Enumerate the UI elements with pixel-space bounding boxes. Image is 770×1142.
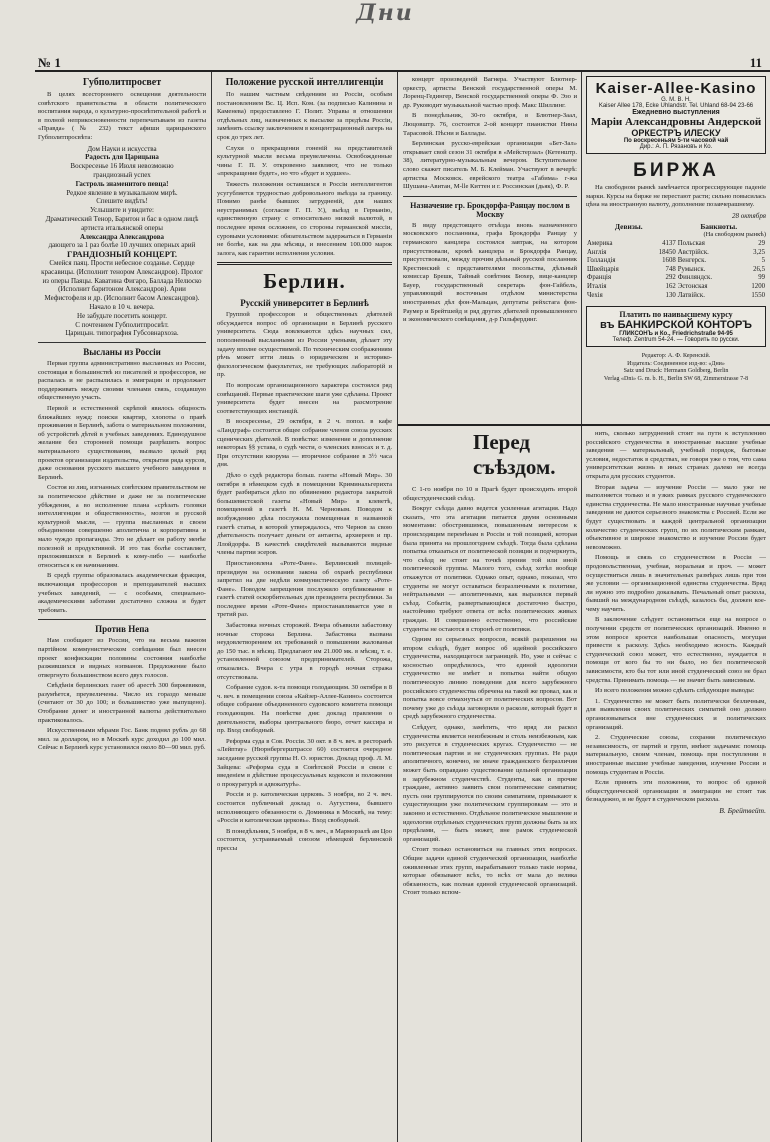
article-text: Из всего положения можно сдѣлать слѣдующие выводы: [595, 687, 755, 695]
article-title-university: Русскій университет в Берлинѣ [240, 298, 369, 309]
currency-rate: 4137 [662, 239, 676, 247]
article-text: Помощь и связь со студенчеством в Россіи — продовольственная, учебная, моральная и проч. — может осуществиться лишь в значительных размѣрах лишь при том же условии — организационной единства студенчества. Вряд ли нужно это подробно доказывать. Печальный опыт раскола, бывший на международном съѣздѣ, казалось бы, должен кое-чему научить. [586, 554, 766, 613]
news-note: В понедѣльник, 5 ноября, в 8 ч. веч., в Марморзалѣ ам Цоо состоится, устраиваемый союзом нѣмецкой берлинской прессы [217, 827, 392, 852]
article-text: Стоит только остановиться на главных этих вопросах. Общие задачи единой студенческой организации, наиболѣе оживленные этих групп, вырабатывают только такіе нормы, которые обязывают всѣх, то всѣх от мала до велика обязанность, как полная единой студенческой организаций. Стоит только вспом- [403, 846, 577, 897]
article-text: Слухи о прекращении гоненій на представителей культурной мысли весьма преувеличены. Освобожденные чины Г. П. У. откровенно заявляют, что не только «прекращение будет», но что «будет и худшее». [217, 144, 392, 178]
ad-line: Ежедневно выступления [632, 109, 720, 116]
imprint-line: Satz und Druck: Hermann Goldberg, Berlin [623, 368, 729, 375]
news-note: Приостановлена «Роте-Фане». Берлинский полицей-президиум на основании закона об охранѣ республики запретил на две недѣли коммунистическую газету «Роте-Фане». Поводом запрещения послужило опубликование в газетѣ статей оскорбительных для президента республики. За последнее время «Роте-Фане» приостанавливается уже в третий раз. [217, 559, 392, 619]
currency-name: Голландія [587, 257, 616, 265]
ad-note: По воскресеньям 5-ти часовой чай [623, 138, 729, 144]
article-text: В целях всестороннего освещения деятельности совѣтского правительства в области политического воспитания народа, о культурно-просвѣтительной работѣ и в полной неприкосновенности перепечатываем из газеты «Правда» (№ 232) текст афиши царицынского Губполитпросвѣта: [38, 91, 206, 141]
exchange-row [586, 274, 766, 283]
article-text: В виду предстоящего отъѣзда вновь назначенного московского посланника, графа Брокдорфа Ранцау у германского канцлера состоялся завтрак, на котором присутствовали, кромѣ канцлера и Брокдорфа Ранцау, присутствовали, между прочим дѣльный русской посланник Крестинский с представителями посольства, дѣльный комиссар Брешк, Тайный совѣтник Бюхер, вице-канцлер Бауер, государственный секретарь фон-Гайбель, управляющий восточным отдѣлом министерства иностранных дѣл фон-Мальцан, депутаты рейхстага фон-Раумер и Брейтшейд и ряд других дѣятелей промышленного и экономического совѣщания, д-р Гильфердинг. [403, 221, 577, 324]
divider [403, 196, 577, 197]
banknote-rate: 1200 [751, 282, 765, 290]
news-note: Дѣло о судѣ редактора больш. газеты «Новый Мир». 30 октября в нѣмецком судѣ в помещении Криминальгерихта будет разбираться дѣло по обвинению редактора закрытой большевистской газеты «Новый Мир» в клеветѣ, помещенной в газетѣ Н. М. Черновым. Поводом к возбуждению дѣла послужила помещенная в названной газетѣ статья, в которой утверждалось, что Чернов за свою дѣятельность получает деньги от антанты, архиереев и пр. Ллойдорфа. В качествѣ свидѣтелей вызываются видные члены партии эсеров. [217, 471, 392, 557]
imprint [586, 353, 766, 383]
imprint-line: Verlag «Dni» G. m. b. H., Berlin SW 68, Zimmerstrasse 7-8 [603, 375, 749, 382]
playbill-line: Драматический Тенор, Баритон и бас в одном лицѣ артиста итальянской оперы [45, 214, 199, 232]
playbill-line: ГРАНДІОЗНЫЙ КОНЦЕРТ. [67, 249, 177, 260]
column-divider [581, 72, 582, 1142]
article-text: Свѣдѣнія берлинских газет об арестѣ 300 биржевиков, разумѣется, преувеличены. Число их гораздо меньше (считают от 30 до 100; и большинство уже выпущено). Отобрание денег и иностранной валюты действительно практиковалось. [38, 682, 206, 724]
column-divider [211, 72, 212, 1142]
header-rule [35, 70, 770, 72]
banknote-rate: 26,5 [753, 265, 765, 273]
article-text: нить, сколько затруднений стоит на пути к вступлению российского студенчества в иностранные высшие учебные заведения — материальный, учебный порядок, бытовые условия, недостаток в средствах, не говоря уже о том, что сама университетская жизнь в иных странах далеко не всегда открыта для русских студентов. [586, 430, 766, 480]
currency-rate: 18450 [658, 248, 676, 256]
article-title-vyslannye: Высланы из Россіи [83, 347, 161, 358]
article-title-congress: Перед съѣздом. [473, 430, 556, 479]
news-note: Реформа суда в Сов. Россіи. 30 окт. в 8 ч. веч. в ресторанѣ «Лейптау» (Нюрнбергерштрассе 60) состоится очередное заседание русской группы Н. О. юристов. Доклад проф. Л. М. Зайцева: «Реформа суда в Совѣтской Россіи в связи с введеніем в дѣйствие процессуальных кодексов и положения о прокуратурѣ и адвокатурѣ». [217, 737, 392, 788]
banknote-rate: 1550 [751, 291, 765, 299]
exchange-headers [586, 222, 766, 231]
playbill-line: Дом Науки и искусства [87, 144, 157, 153]
ad-line: Телеф. Zentrum 54-24. — Говорить по русски. [612, 337, 740, 344]
playbill-line: грандиозный успех [93, 170, 151, 179]
exchange-col-b: Банкноты. [700, 222, 738, 232]
article-text: Первая группа административно высланных из России, состоящая в большинствѣ из писателей и профессоров, не распалась и не распылилась в эмиграции и продолжает поддерживать между своими членами связь, создавшую общественную участь. [38, 360, 206, 402]
playbill-line: С почтением Губполитпросвѣт. [75, 320, 169, 329]
section-title-berlin: Берлин. [263, 269, 346, 294]
column-3-bottom [403, 430, 577, 1140]
ad-bank [586, 306, 766, 347]
article-text: Вторая задача — изучение Россіи — мало уже не выполняется только и в узких рамках русского студенческого единства студенчества. Не мало иностранные научные учебные заведения не даются серьезного знакомства с Россией. Если же будут существовать в каждой центральной организации количество студенческих групп, по их политическим рамкам, объективное и широкое знакомство и изучение России будет невозможно. [586, 483, 766, 551]
currency-rate: 748 [665, 265, 676, 273]
page-number-left: № 1 [38, 55, 61, 70]
currency-rate: 292 [665, 274, 676, 282]
exchange-row [586, 266, 766, 275]
playbill-line: Услышите и увидите: [90, 206, 154, 215]
news-note: Россія и р. католическая церковь. 3 ноября, во 2 ч. веч. состоится публичный доклад о. Аугустина, бывшего исполняющего обязанности о. Доминика в Москвѣ, на тему: «Россія и католическая церковь». Вход свободный. [217, 791, 392, 825]
divider [38, 619, 206, 620]
column-3-top [403, 76, 577, 426]
article-text: Нам сообщают из России, что на весьма важном партійном коммунистическом совѣщании был внесен проект конфискации половины состояния наиболѣе разжившихся и видных нэпманов. Предложение было отвергнуто большинством всего двух голосов. [38, 637, 206, 679]
news-note: Собрание судов. к-та помощи голодающим. 30 октября в 8 ч. веч. в помещении союза «Кайзер-Аллее-Казино» состоится общее собрание объединенного судовского комитета помощи голодающим. На повѣстке дня: доклад правления о деятельности, выборы центрального бюро, отчет кассира и пр. Вход свободный. [217, 684, 392, 735]
news-note: В воскресенье, 29 октября, в 2 ч. попол. в кафе «Ландграф» состоится общее собрание членов союза русских сценических дѣятелей. В повѣстке: изменение и дополнение некоторых §§ устава, о судѣ чести, о членских взносах и т. д. При отсутствии кворума — вторичное собрание в 3½ часа дня. [217, 418, 392, 469]
signature: В. Брейтвейт. [719, 805, 766, 815]
article-text: Вокруг съѣзда давно ведется усиленная агитация. Надо сказать, что эта агитация питается двумя основными моментами: обострившимся, повышенным интересом к происходящим перемѣнам в Россіи и той позицией, которая была принята на прошлогоднем съѣздѣ. Тогда была сдѣлана попытка отказаться от политической позиции и подчеркнуть, что съѣзд не стоит на точкѣ зрения той или иной политической группы. Малого того, съѣзд хотѣл вообще откажутся от политики. Однако опыт, однако, показал, что студенты не могут оставаться безразличными к политике, нейтральными — аполитичными, как выразился первый съѣзд. Событія, развертывающіяся достаточно быстро, настойчиво требуют ответа от всѣх политических живых граждан. И совершенно естественно, что российские студенты не остаются в сторонѣ от политики. [403, 505, 577, 633]
column-4-top [586, 76, 766, 426]
article-title-gubpolit: Губполитпросвет [82, 77, 162, 88]
article-text: Тяжесть положения оставшихся в Россіи интеллигентов усугубляется трудностью добровольного выѣзда за границу. Помимо ранѣе бывших затрудненій, для наших неустранимых (согласие Г. П. У.), выѣзд в Германію, единственную страну с относительно низкой валютой, в последнее время осложнен, со стороны германской миссіи, суровыми условиями: обязательством задержаться в Германіи не болѣе, как на два мѣсяца, и внесением 100.000 марок залога, как гарантии исполнения условия. [217, 180, 392, 257]
imprint-line: Издатель: Соединенное изд-во: «Дни» [627, 360, 725, 367]
article-text: В заключение слѣдует остановиться еще на вопросе о получении средств от политических организаций. Именно в этом вопросе кроется наибольшая опасность, могущая привести к расколу. Здѣсь необходимо ясность. Каждый студенческий союз может, что естественно, нуждается в помощи от кого бы то ни было, но без политической зависимости, кто бы тот или иной студенческий союз не брал средства. Принимать помощь — не значит быть зависимым. [586, 616, 766, 684]
column-divider [397, 72, 398, 1142]
banknote-name: Финляндск. [677, 274, 713, 282]
article-text: Первой и естественной скрѣпой явилось общность ближайших нужд: поиски квартир, хлопоты о правѣ проживания в Берлинѣ, забота о материальном положении, об устройствѣ дѣтей в учебных заведениях. Единодушное желание без сторонней помощи разрѣшить вопрос материального существования, вызвало целый ряд проектов организации издательства, открытия ряда курсов, даже основания русского высшего учебного заведения в Берлинѣ. [38, 405, 206, 481]
exchange-row [586, 292, 766, 301]
ad-performer: Маріи Александровны Андерской [590, 116, 762, 128]
banknote-rate: 3,25 [753, 248, 765, 256]
exchange-row [586, 257, 766, 266]
exchange-col-a: Девизы. [614, 222, 643, 232]
column-2 [217, 76, 392, 1140]
playbill-line: Начало в 10 ч. вечера. [89, 302, 155, 311]
article-text: Искусственными мѣрами Гос. Банк поднял рубль до 68 мил. за долларом, но в Москвѣ курс доходил до 100 мил. Сейчас в Берлинѣ курс установился около 80—90 мил. руб. [38, 727, 206, 752]
playbill-line: Воскресенье 16 Июля невозможно [70, 162, 174, 171]
exchange-row [586, 283, 766, 292]
playbill-line: Гастроль знаменитого певца! [75, 179, 169, 188]
page-header [0, 0, 770, 70]
article-title-protiv-nepa: Против Непа [95, 624, 149, 635]
news-note: Забастовка ночных сторожей. Вчера объявили забастовку ночные сторожа Берлина. Забастовка вызвана неудовлетворением их требований о повышении жалованья до 150 тыс. в мѣсяц. Предлагают им 21.000 мк. в мѣсяц, т. е. установленной союзом предпринимателей. Сторожа, отказались. Вчера с утра в городѣ ночная стража отсутствовала. [217, 622, 392, 681]
banknote-rate: 29 [758, 239, 765, 247]
ad-orchestra: ОРКЕСТРЪ ИЛЕСКУ [631, 128, 721, 138]
article-text: Состоя из лиц, изгнанных совѣтским правительством не за политическое дѣйствие и даже не за политические убѣждения, а во исполнение плана «срѣзать головки интеллигенции и общественности», мозгов и русской культурной мысли, — группа высланных в своем объединении совершенно аполитична и корпоративна и мало чуждо пропаганды. Это не дѣлает ея работу менѣе полезной и продуктивной. И это так болѣе составляет, приложившихся в Берлинѣ к кому-либо — наиболѣе относиться к ея начинаниям. [38, 484, 206, 569]
exchange-subhead: (На свободном рынкѣ) [703, 231, 766, 239]
currency-name: Швейцарія [587, 265, 619, 273]
article-title-intelligentsia: Положение русской интеллигенціи [225, 77, 384, 88]
banknote-name: Венгерск. [677, 257, 707, 265]
currency-name: Америка [587, 239, 613, 247]
currency-rate: 130 [665, 291, 676, 299]
banknote-rate: 5 [761, 257, 765, 265]
playbill-line: Царицын. типография Губсовнархоза. [65, 329, 179, 338]
exchange-row [586, 240, 766, 249]
article-text: По нашим частным свѣдениям из Россіи, особым постановлением Вс. Ц. Исп. Ком. (за подписью Калинина и Каменева) предоставлено Г. Полит. Управы в отношении отдѣльных лиц, назначенных к высылке за предѣлы Россіи, замѣнять ссылку заключением в концентрационный лагерь на срок до трех лет. [217, 91, 392, 141]
exchange-row [586, 249, 766, 258]
divider [217, 262, 392, 265]
article-text: Если принять эти положения, то вопрос об единой общестуденческой организации в эмиграции не стоит так безнадежно, и не будет в студенческом раскола. [586, 779, 766, 804]
column-4-bottom [586, 430, 766, 1140]
news-note: концерт произведеній Вагнера. Участвуют Блютнер-оркестр, артисты Венской государственной оперы М. Лоренц-Гедингер, Венской государственной оперы Ф. Эзо и др. Руководит музыкальной частью проф. Макс Шиллинг. [403, 76, 577, 109]
ad-director: Дир.: А. П. Рязановъ и Ко. [639, 144, 713, 150]
playbill-line: дающего за 1 раз болѣе 10 лучших оперных арий [48, 241, 196, 250]
masthead: Дни [356, 0, 414, 26]
article-text: Одним из серьезных вопросов, всякій разрешения на втором съѣздѣ, будет вопрос об идейной российского студенчества, находящегося заграницей. Но, уже и сейчас с косностью опредѣлилось, что единой идеологии студенчество не имѣет и попытка найти общую политическую линию поведения для всего зарубежного российского студенчества обречена на такой же провал, как и попытка вовсе отмахнуться от политических вопросов. Вот почему уже до съѣзда заговорили о расколе, который будет в средѣ зарубежного студенчества. [403, 636, 577, 721]
playbill-line: Радость для Царицына [85, 153, 159, 162]
playbill-line: Спешите видѣть! [96, 197, 148, 206]
ad-gmbh: G. M. B. H. [661, 97, 691, 103]
exchange-table [586, 240, 766, 300]
currency-rate: 162 [665, 282, 676, 290]
ad-line: Платить по наивысшему курсу [619, 310, 733, 320]
banknote-rate: 99 [758, 274, 765, 282]
article-text: По вопросам организационного характера состоялся ряд совѣщаний. Первые практические шаги уже сдѣланы. Проект университета будет внесен на разсмотрение соответствующих инстанцій. [217, 382, 392, 415]
article-text: Группой профессоров и общественных дѣятелей обсуждается вопрос об организации в Берлинѣ русского университета. Сюда вовлекаются здѣсь научных сил, пополненный высланными из России учеными, дѣлает эту задачу вполне осуществимой. По техническим соображениям рѣчь может итти лишь о юридическом и историко-филологическом факультетах, не требующих лабораторій и пр. [217, 311, 392, 379]
exchange-date: 28 октября [731, 211, 766, 220]
currency-name: Италія [587, 282, 607, 290]
ad-title: Kaiser-Allee-Kasino [595, 80, 757, 97]
ad-kaiser-allee-kasino [586, 76, 766, 154]
news-note: Берлинская русско-еврейская организация «Бет-Зал» открывает свой сезон 31 октября в «Мейстерзал» (Кетенштр. 38), литературно-музыкальным вечером. Вступительное слово скажет писатель М. Б. Клейман. Участвуют в вечерѣ: артистка Московск. еврейского театра «Габима» г-жа Шушана-Авитан, М-lle Киттен и г. Россинская (дьяк), Ф. Р. [403, 140, 577, 191]
article-text: 2. Студенческие союзы, сохраняя политическую независимость, от партий и групп, имѣют задачами: помощь материальную, своим членам, помощь при поступлении в иностранные высшие учебные заведения, изучение России и помощь студентам в Россіи. [586, 734, 766, 776]
divider [38, 342, 206, 343]
ad-line: въ БАНКИРСКОЙ КОНТОРЪ [600, 319, 752, 332]
exchange-title: БИРЖА [633, 160, 719, 181]
article-text: В средѣ группы образовалась академическая фракция, включающая профессоров и преподавателей высших учебных заведений, — с особыми, специально-академическими заботами достаточно сложна и будет требовать. [38, 572, 206, 614]
section-rule [398, 424, 770, 426]
article-title-brockdorff: Назначение гр. Брокдорфа-Ранцау послом в Москву [410, 200, 570, 219]
currency-rate: 1608 [662, 257, 676, 265]
currency-name: Чехія [587, 291, 603, 299]
banknote-name: Польская [677, 239, 705, 247]
imprint-line: Редактор: А. Ф. Керенскій. [641, 353, 711, 360]
article-text: Слѣдует, однако, замѣтить, что вряд ли раскол студенчества является неизбежным и столь неизбежным, как это рисуется в студенческих кругах. Студенчество — не политическая партия и не студенческих группах. Не ради аполитичного, конечно, не иначе гражданского безразличия может быть оправдано существование цельной организации в зарубежном студенчествѣ. Студенты, как и прочие граждане, активно заявить свои политические симпатии; пусть они группируются по своим симпатиям, примыкают к существующим уже политическим группировкам — это и законно и естественно. Отдѣльное политическое мышление и идеология отдѣльных студенческих групп должны быть за их предѣлами, — быть может, вне рамок студенческой организаций. [403, 724, 577, 843]
banknote-name: Румынск. [677, 265, 706, 273]
article-text: С 1-го ноября по 10 в Прагѣ будет происходить второй общестуденческий съѣзд. [403, 486, 577, 502]
banknote-name: Эстонская [677, 282, 708, 290]
playbill [38, 145, 206, 339]
playbill-line: Не забудьте посетить концерт. [77, 311, 167, 320]
news-note: В понедѣльник, 30-го октября, в Блютнер-Заал, Люцовштр. 76, состоится 2-ой концерт пианистки Нины Тарасовой. Пѣсни и Баллады. [403, 112, 577, 137]
column-1 [38, 76, 206, 1140]
ad-line: ГЛИКСОНЪ и Ко., Friedrichstraße 94-95 [619, 331, 733, 338]
article-text: 1. Студенчество не может быть политически безличным, для выявления своих политических симпатий оно должно организовываться вне студенческих и политических организаций. [586, 697, 766, 731]
exchange-text: На свободном рынкѣ замѣчается прогрессирующее паденіе марки. Курсы на бирже не перестают расти; сильно повысилась цѣна на иностранную валюту, дополнение позавчерашнему. [586, 184, 766, 209]
banknote-name: Латвійск. [677, 291, 705, 299]
playbill-line: Смейся паяц. Прости небесное созданье. Сердце красавицы. (Исполнит тенором Александров). Пролог из оперы Паяцы. Каватина Фигаро, Баллада Нелюско (Исполнит баритоном Александров). Арии Мефистофеля и др. (Исполнит басом Александров). [41, 258, 203, 303]
playbill-line: Редкое явление в музыкальном мирѣ. [66, 188, 178, 197]
currency-name: Англія [587, 248, 607, 256]
currency-name: Франція [587, 274, 612, 282]
playbill-line: Александра Александрова [79, 232, 165, 241]
banknote-name: Австрійск. [677, 248, 709, 256]
ad-address: Kaiser Allee 178, Ecke Uhlandstr. Tel. Uhland 68-94 23-66 [598, 103, 754, 109]
page-number-right: 11 [749, 55, 762, 70]
